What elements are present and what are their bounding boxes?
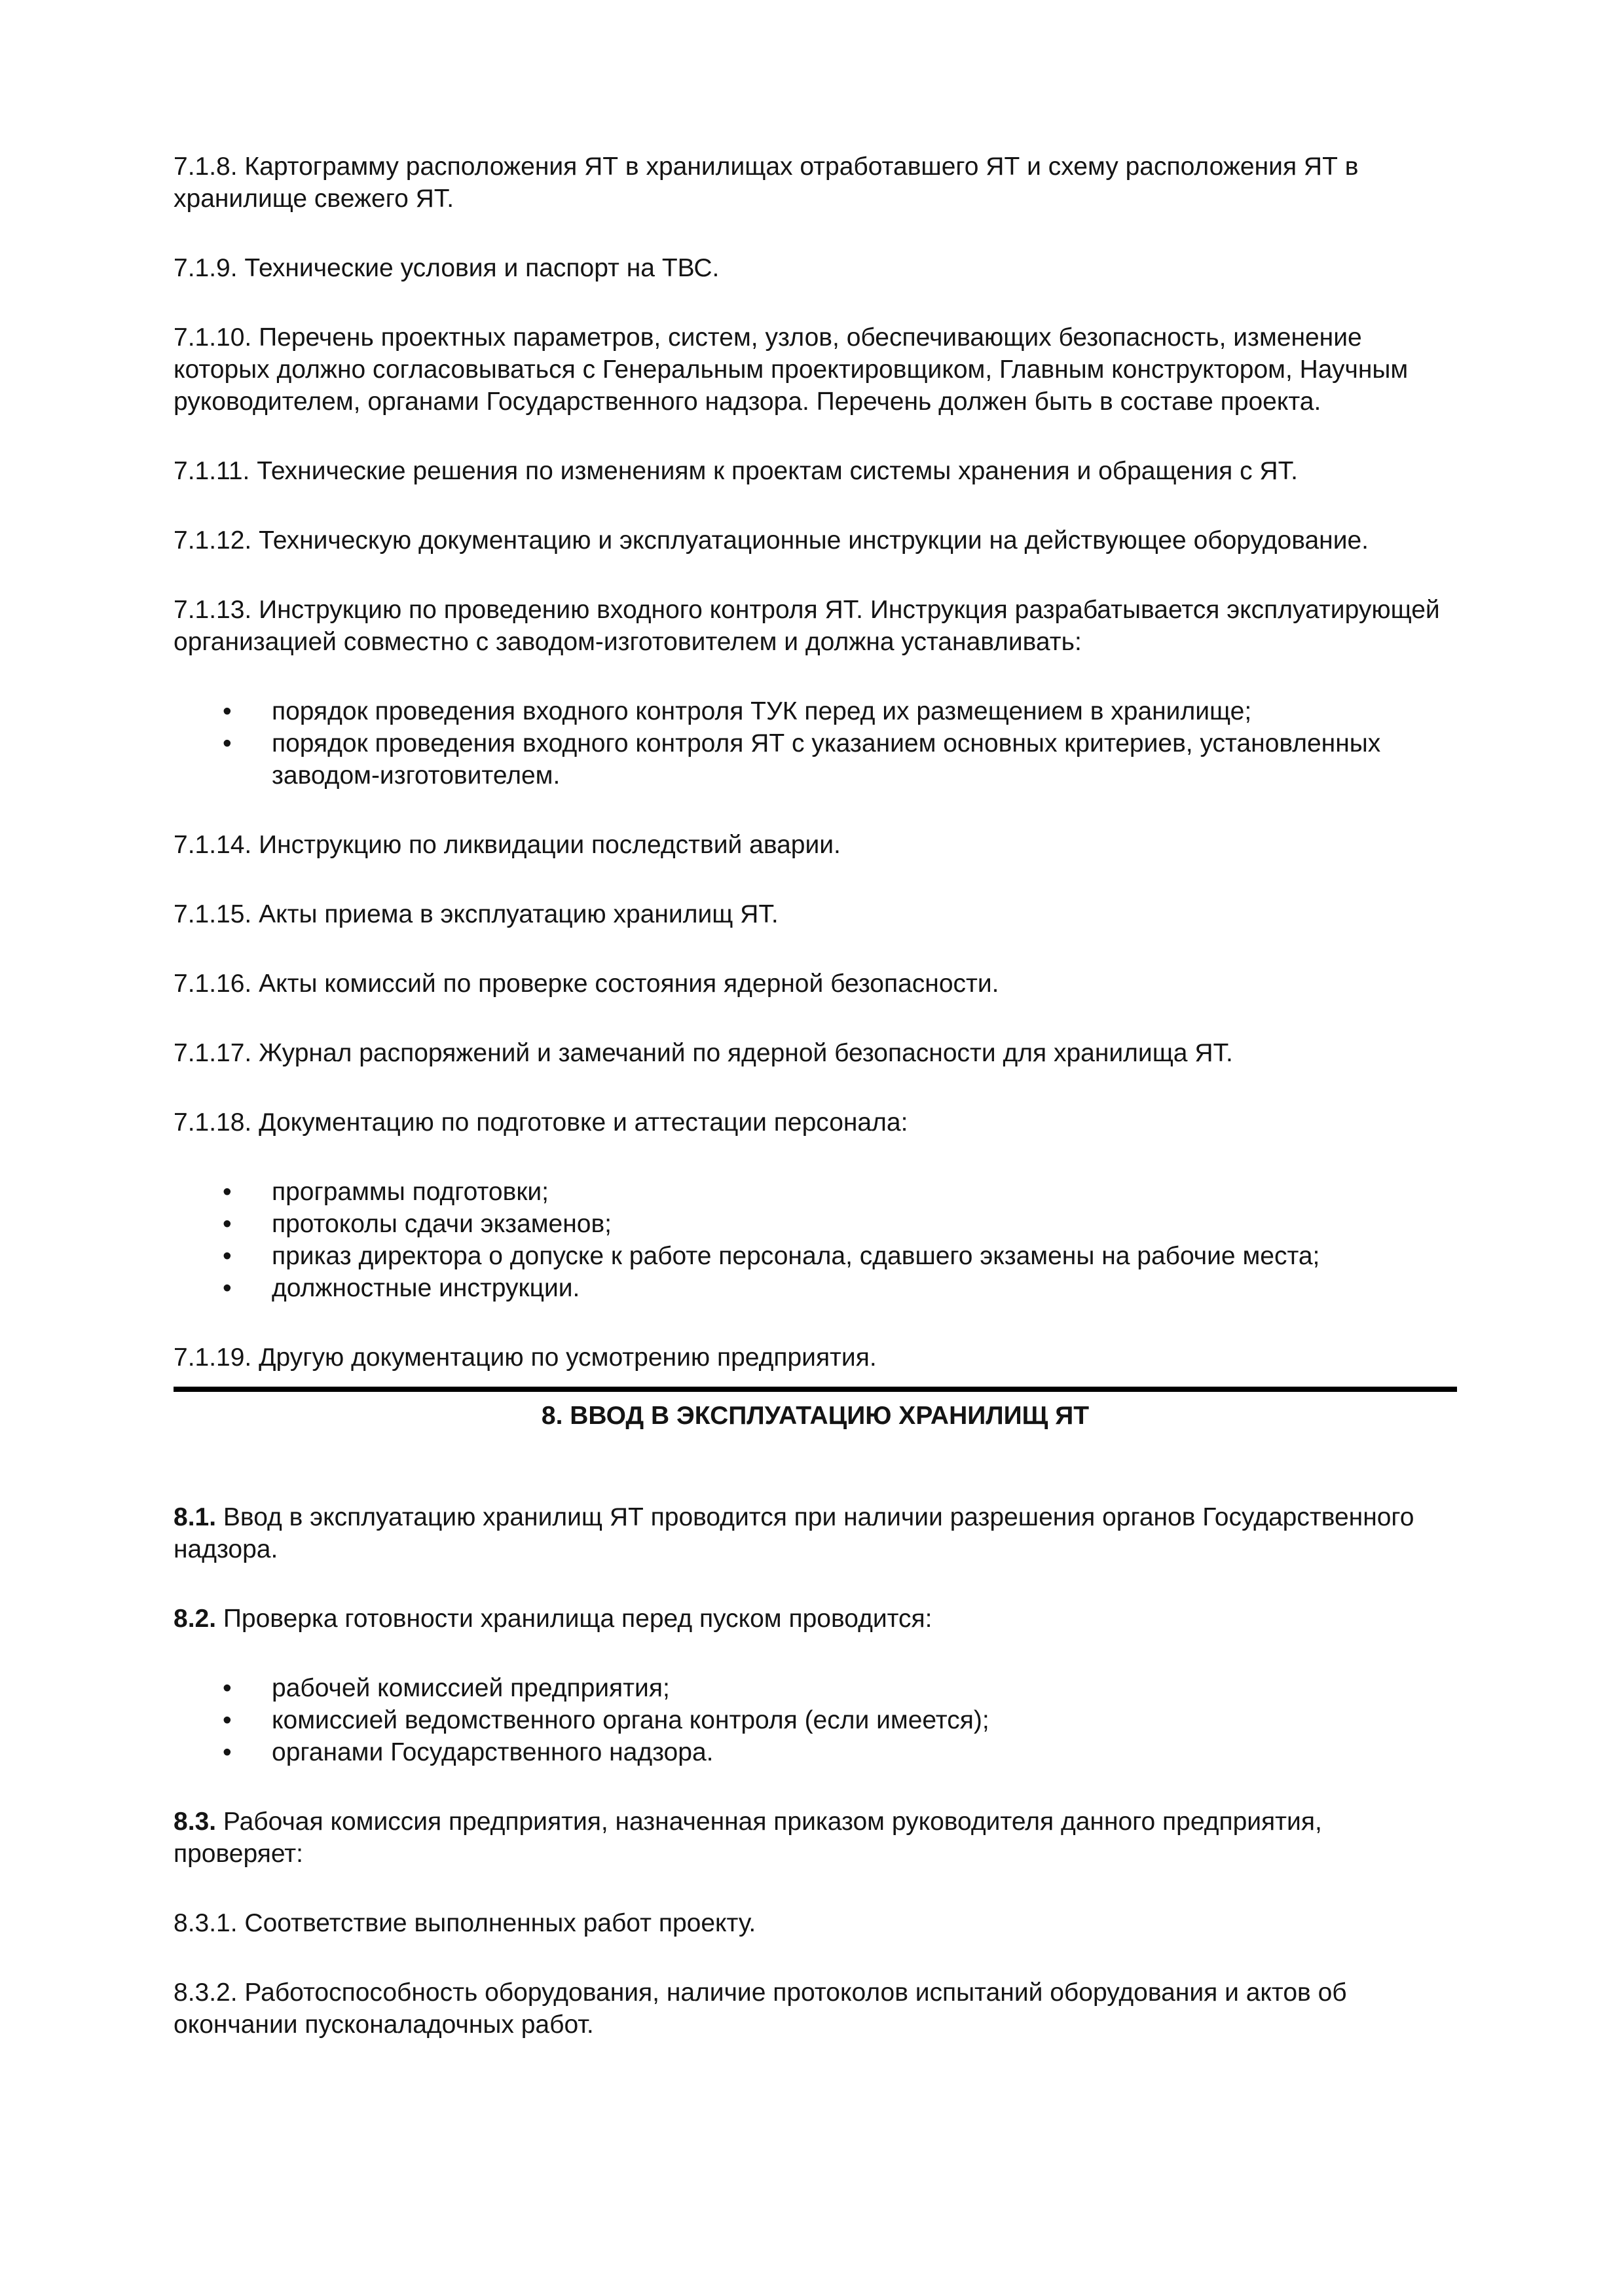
list-item-text: программы подготовки;: [272, 1178, 549, 1206]
paragraph-7-1-17: 7.1.17. Журнал распоряжений и замечаний по ядерной безопасности для хранилища ЯТ.: [174, 1039, 1233, 1067]
paragraph-7-1-19: 7.1.19. Другую документацию по усмотрению предприятия.: [174, 1343, 877, 1372]
list-item-text: должностные инструкции.: [272, 1274, 580, 1302]
paragraph-number: 8.3.: [174, 1808, 217, 1836]
paragraph-7-1-12: 7.1.12. Техническую документацию и эксплуатационные инструкции на действующее оборудование.: [174, 526, 1369, 555]
list-item: [174, 1272, 1457, 1304]
paragraph-number: 8.1.: [174, 1503, 217, 1531]
bullet-icon: •: [223, 1242, 232, 1270]
paragraph-7-1-9: 7.1.9. Технические условия и паспорт на ТВС.: [174, 254, 720, 282]
list-item: [174, 1736, 1457, 1768]
list-item-text: рабочей комиссией предприятия;: [272, 1674, 670, 1702]
paragraph-8-2: [174, 1603, 1457, 1635]
list-item-text: протоколы сдачи экзаменов;: [272, 1210, 612, 1238]
bullet-icon: •: [223, 729, 232, 757]
section-8-heading: 8. ВВОД В ЭКСПЛУАТАЦИЮ ХРАНИЛИЩ ЯТ: [541, 1402, 1090, 1430]
bullet-icon: •: [223, 1674, 232, 1702]
paragraph-text: Рабочая комиссия предприятия, назначенная приказом руководителя данного предприятия, проверяет:: [174, 1808, 1322, 1868]
paragraph-8-3-1: 8.3.1. Соответствие выполненных работ проекту.: [174, 1909, 756, 1937]
list-item-text: органами Государственного надзора.: [272, 1738, 714, 1766]
paragraph-text: Проверка готовности хранилища перед пуском проводится:: [216, 1605, 932, 1633]
list-item: [174, 695, 1457, 727]
list-item: [174, 727, 1457, 792]
paragraph-number: 8.2.: [174, 1605, 217, 1633]
section-divider: [174, 1387, 1457, 1392]
list-8-2: [174, 1672, 1457, 1768]
paragraph-7-1-8: 7.1.8. Картограмму расположения ЯТ в хранилищах отработавшего ЯТ и схему расположения ЯТ в хранилище свежего ЯТ.: [174, 153, 1359, 213]
list-item-text: комиссией ведомственного органа контроля (если имеется);: [272, 1706, 989, 1734]
paragraph-7-1-15: 7.1.15. Акты приема в эксплуатацию хранилищ ЯТ.: [174, 900, 779, 928]
paragraph-7-1-18: 7.1.18. Документацию по подготовке и аттестации персонала:: [174, 1108, 908, 1137]
list-item: [174, 1672, 1457, 1704]
paragraph-7-1-14: 7.1.14. Инструкцию по ликвидации последствий аварии.: [174, 831, 841, 859]
list-item: [174, 1240, 1457, 1272]
paragraph-7-1-10: 7.1.10. Перечень проектных параметров, систем, узлов, обеспечивающих безопасность, изменение которых должно согласовываться с Генеральным проектировщиком, Главным конструктором, Научным руководителем, органами Государственного надзора. Перечень должен быть в составе проекта.: [174, 323, 1409, 416]
list-item-text: приказ директора о допуске к работе персонала, сдавшего экзамены на рабочие места;: [272, 1242, 1320, 1270]
bullet-icon: •: [223, 1178, 232, 1206]
list-item-text: порядок проведения входного контроля ЯТ с указанием основных критериев, установленных заводом-изготовителем.: [272, 729, 1381, 790]
paragraph-8-1: [174, 1501, 1457, 1565]
bullet-icon: •: [223, 1706, 232, 1734]
paragraph-8-3-2: 8.3.2. Работоспособность оборудования, наличие протоколов испытаний оборудования и актов об окончании пусконаладочных работ.: [174, 1978, 1347, 2039]
list-item: [174, 1704, 1457, 1736]
list-item: [174, 1208, 1457, 1240]
paragraph-7-1-11: 7.1.11. Технические решения по изменениям к проектам системы хранения и обращения с ЯТ.: [174, 457, 1298, 485]
paragraph-7-1-13: 7.1.13. Инструкцию по проведению входного контроля ЯТ. Инструкция разрабатывается эксплуатирующей организацией совместно с заводом-изготовителем и должна устанавливать:: [174, 596, 1440, 656]
list-7-1-18: [174, 1176, 1457, 1304]
bullet-icon: •: [223, 697, 232, 725]
bullet-icon: •: [223, 1210, 232, 1238]
list-7-1-13: [174, 695, 1457, 792]
bullet-icon: •: [223, 1738, 232, 1766]
document-page: [174, 151, 1457, 2041]
paragraph-7-1-16: 7.1.16. Акты комиссий по проверке состояния ядерной безопасности.: [174, 970, 999, 998]
paragraph-text: Ввод в эксплуатацию хранилищ ЯТ проводится при наличии разрешения органов Государственного надзора.: [174, 1503, 1414, 1563]
bullet-icon: •: [223, 1274, 232, 1302]
list-item-text: порядок проведения входного контроля ТУК перед их размещением в хранилище;: [272, 697, 1252, 725]
paragraph-8-3: [174, 1806, 1457, 1870]
list-item: [174, 1176, 1457, 1208]
